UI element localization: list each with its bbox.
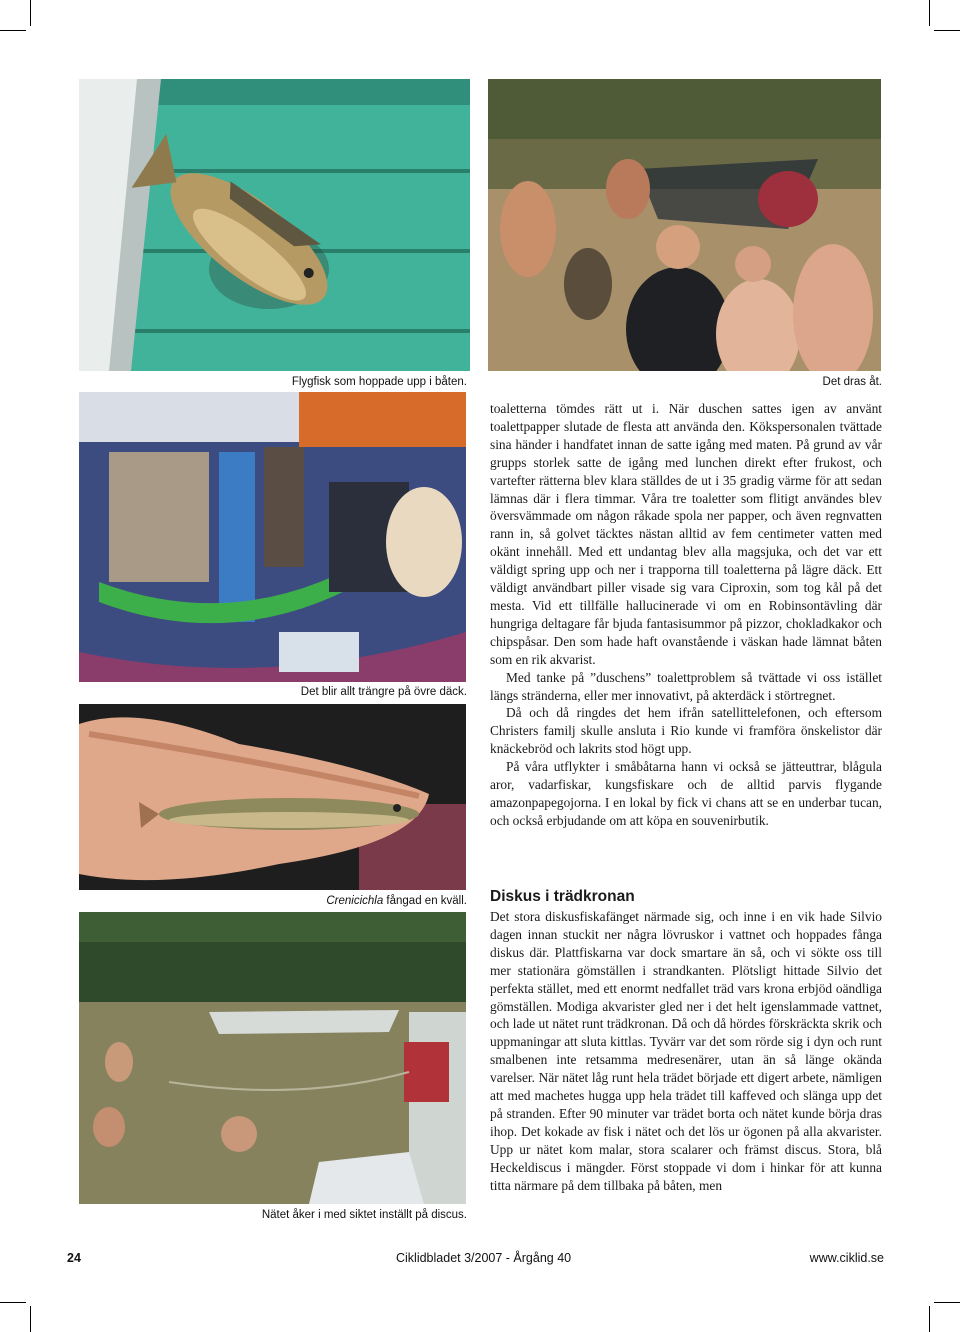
crop-mark (934, 1302, 960, 1303)
caption-upper-deck: Det blir allt trängre på övre däck. (300, 686, 467, 698)
photo-net-pulling (488, 79, 881, 371)
website-link[interactable]: www.ciklid.se (809, 1251, 884, 1265)
caption-net-pulling: Det dras åt. (822, 376, 882, 388)
crop-mark (30, 1306, 31, 1332)
section-body (490, 908, 882, 1195)
crop-mark (934, 30, 960, 31)
photo-crenicichla (79, 704, 466, 890)
caption-species-name: Crenicichla (326, 895, 384, 907)
photo-upper-deck (79, 392, 466, 682)
section-heading: Diskus i trädkronan (490, 888, 635, 905)
section-paragraph: Det stora diskusfiskafänget närmade sig, och inne i en vik hade Silvio dagen innan stuckit ner några lövruskor i vattnet och hoppades fånga diskus där. Plattfiskarna var dock smartare än så, och vi sökte oss till mer stationära gömställen i strandkanten. Plötsligt hittade Silvio det perfekta stället, med ett enormt nedfallet träd vars krona erbjöd oändliga gömställen. Modiga akvarister gled ner i det helt igenslammade vattnet, och lade ut nätet runt trädkronan. Då och då hördes förskräckta skrik och uppmaningar att sluta kittlas. Tyvärr var det som rörde sig i dyn och runt smalbenen inte retsamma medresenärer, utan än så länge okända varelser. När nätet låg runt hela trädet började ett digert arbete, nämligen att med machetes hugga upp hela trädet till kaffeved och slänga upp det på stranden. Efter 90 minuter var trädet borta och nätet kunde börja dras ihop. Det kokade av fisk i nätet och det lös ur ögonen på alla akvarister. Upp ur nätet kom malar, stora scalarer och främst discus. Stora, blå Heckeldiscus i mängder. Först stoppade vi dom i hinkar för att kunna titta närmare på dem tillbaka på båten, men (490, 909, 882, 1193)
crop-mark (0, 30, 26, 31)
crop-mark (929, 1306, 930, 1332)
caption-rest: fångad en kväll. (383, 895, 467, 907)
photo-net-in-water (79, 912, 466, 1204)
caption-crenicichla (326, 895, 467, 907)
article-paragraph: toaletterna tömdes rätt ut i. När duschen sattes igen av använt toalettpapper slutade de flesta att använda den. Kökspersonalen tvättade sina händer i handfatet innan de satte igång med maten. På grund av vår grupps storlek satte de igång med lunchen direkt efter frukost, och vartefter rätterna blev klara ställdes de ut i 35 gradig värme för att sedan lämnas där i flera timmar. Våra tre toaletter som flitigt användes blev översvämmade om någon råkade spola ner papper, och även regnvatten rann in, så golvet täcktes nästan alltid av fem centimeter vatten med okänt innehåll. Med ett undantag blev alla magsjuka, och det var ett väldigt spring upp och ner i trapporna till toaletterna på lägre däck. Ett väldigt användbart piller visade sig vara Ciproxin, som tog kål på det mesta. Vid ett tillfälle hallucinerade vi om en Robinsontävling där hungriga deltagare får bjuda fantasisummor på pizzor, chokladkakor och chipspåsar. Den som hade haft ovanstående i väskan hade lämnat båten som en rik akvarist. (490, 401, 882, 667)
crop-mark (929, 0, 930, 26)
magazine-issue: Ciklidbladet 3/2007 - Årgång 40 (396, 1251, 572, 1265)
caption-flying-fish: Flygfisk som hoppade upp i båten. (291, 376, 467, 388)
caption-net-in-water: Nätet åker i med siktet inställt på discus. (261, 1209, 467, 1221)
article-paragraph: På våra utflykter i småbåtarna hann vi också se jätteuttrar, blågula aror, vadarfiskar, kungsfiskare och de alltid parvis flygande amazonpapegojorna. I en lokal by fick vi chans att se en underbar tucan, och också erbjudande om att köpa en souvenirbutik. (490, 759, 882, 828)
page-number: 24 (67, 1251, 81, 1265)
article-paragraph: Med tanke på ”duschens” toalettproblem så tvättade vi oss istället längs stränderna, eller mer innovativt, på akterdäck i störtregnet. (490, 669, 882, 703)
article-paragraph: Då och då ringdes det hem ifrån satellittelefonen, och eftersom Christers familj skulle ansluta i Rio kunde vi framföra önskelistor där knäckebröd och lakrits stod högt upp. (490, 705, 882, 757)
crop-mark (0, 1302, 26, 1303)
article-body (490, 400, 882, 830)
photo-flying-fish (79, 79, 470, 371)
crop-mark (30, 0, 31, 26)
